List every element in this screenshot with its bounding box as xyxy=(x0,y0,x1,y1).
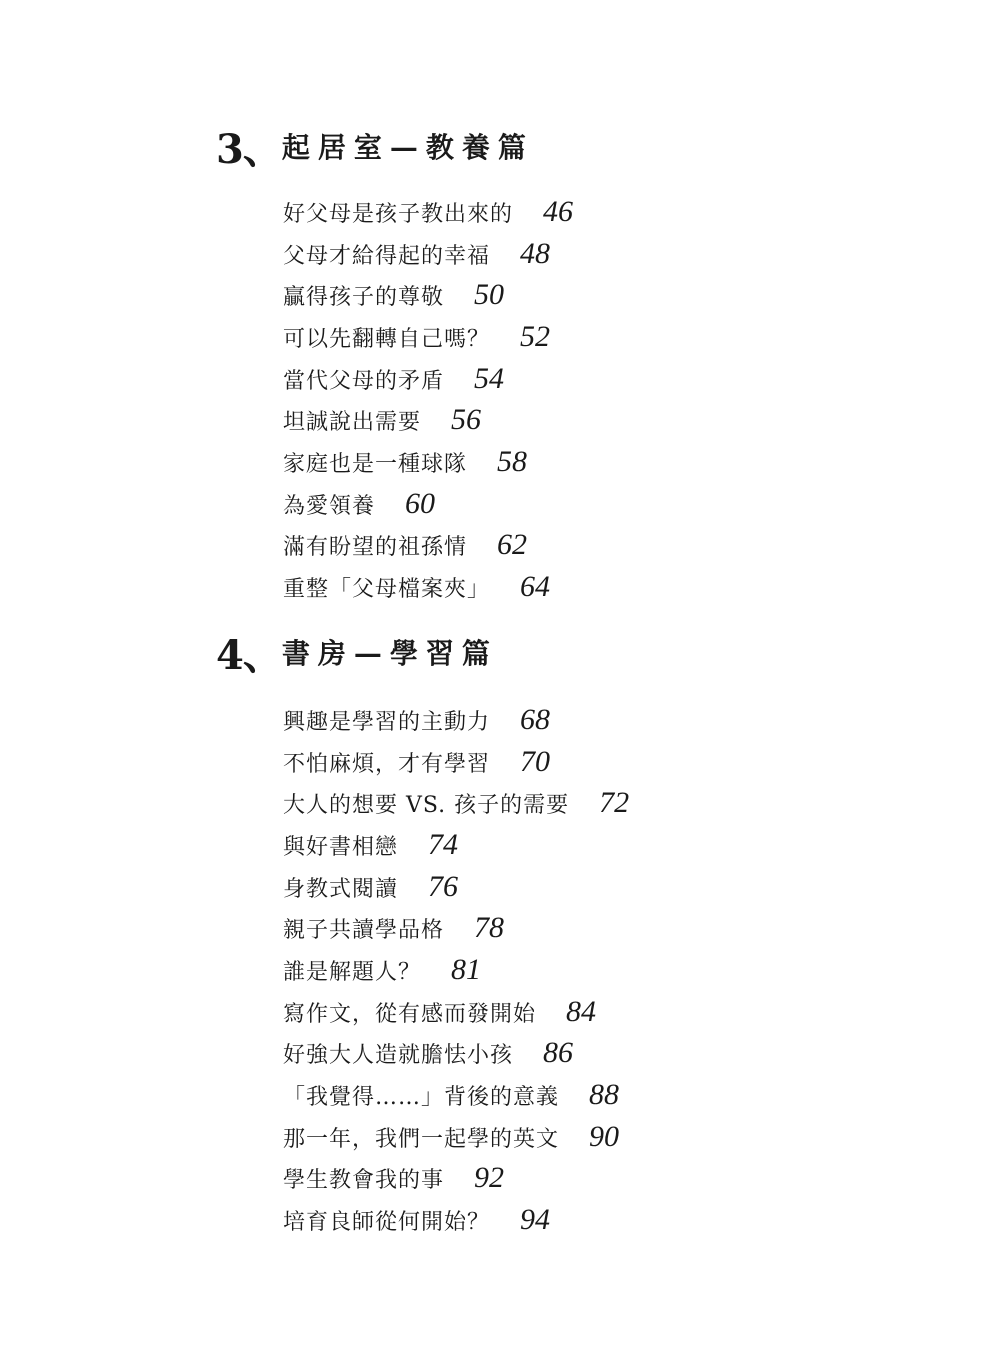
section-number: 4、 xyxy=(216,631,282,679)
toc-entry xyxy=(283,953,481,989)
entry-title: 「我覺得……」背後的意義 xyxy=(283,1085,560,1110)
toc-entry xyxy=(283,911,504,947)
entry-page-number: 84 xyxy=(566,995,597,1028)
entry-page-number: 64 xyxy=(520,570,551,603)
toc-entry xyxy=(283,237,550,273)
entry-title: 坦誠說出需要 xyxy=(283,410,422,435)
entry-page-number: 78 xyxy=(474,911,505,944)
toc-entry xyxy=(283,1036,573,1072)
entry-page-number: 92 xyxy=(474,1161,505,1194)
toc-entry xyxy=(283,786,629,822)
entry-page-number: 52 xyxy=(520,320,551,353)
toc-entry xyxy=(283,528,527,564)
entry-title: 大人的想要 VS. 孩子的需要 xyxy=(283,793,570,818)
toc-entry xyxy=(283,870,458,906)
entry-page-number: 94 xyxy=(520,1203,551,1236)
entry-page-number: 58 xyxy=(497,445,528,478)
section-title: 書房—學習篇 xyxy=(281,637,498,670)
entry-title: 親子共讀學品格 xyxy=(283,918,445,943)
entry-page-number: 81 xyxy=(451,953,482,986)
entry-title: 興趣是學習的主動力 xyxy=(283,710,491,735)
entry-page-number: 50 xyxy=(474,278,505,311)
entry-title: 誰是解題人？ xyxy=(283,960,422,985)
entry-title: 身教式閱讀 xyxy=(283,877,399,902)
toc-entry xyxy=(283,362,504,398)
entry-page-number: 68 xyxy=(520,703,551,736)
entry-page-number: 48 xyxy=(520,237,551,270)
toc-entry xyxy=(283,828,458,864)
section-number: 3、 xyxy=(216,125,282,173)
toc-entry xyxy=(283,487,435,523)
section-heading xyxy=(216,628,498,679)
toc-entry xyxy=(283,320,550,356)
entry-page-number: 62 xyxy=(497,528,528,561)
toc-entry xyxy=(283,195,573,231)
toc-entry xyxy=(283,703,550,739)
entry-title: 好父母是孩子教出來的 xyxy=(283,202,514,227)
entry-page-number: 46 xyxy=(543,195,574,228)
entry-title: 滿有盼望的祖孫情 xyxy=(283,535,468,560)
entry-title: 寫作文，從有感而發開始 xyxy=(283,1002,537,1027)
entry-page-number: 70 xyxy=(520,745,551,778)
toc-entry xyxy=(283,445,527,481)
toc-entry xyxy=(283,1203,550,1239)
entry-title: 學生教會我的事 xyxy=(283,1168,445,1193)
entry-title: 重整「父母檔案夾」 xyxy=(283,577,491,602)
entry-page-number: 72 xyxy=(599,786,630,819)
toc-entry xyxy=(283,745,550,781)
entry-page-number: 56 xyxy=(451,403,482,436)
entry-page-number: 90 xyxy=(589,1120,620,1153)
toc-entry xyxy=(283,995,596,1031)
entry-page-number: 74 xyxy=(428,828,459,861)
entry-title: 不怕麻煩，才有學習 xyxy=(283,752,491,777)
entry-title: 父母才給得起的幸福 xyxy=(283,244,491,269)
toc-entry xyxy=(283,278,504,314)
entry-title: 那一年，我們一起學的英文 xyxy=(283,1127,560,1152)
entry-title: 可以先翻轉自己嗎？ xyxy=(283,327,491,352)
section-title: 起居室—教養篇 xyxy=(281,131,534,164)
toc-entry xyxy=(283,1161,504,1197)
entry-title: 為愛領養 xyxy=(283,494,376,519)
entry-title: 好強大人造就膽怯小孩 xyxy=(283,1043,514,1068)
entry-page-number: 88 xyxy=(589,1078,620,1111)
entry-title: 當代父母的矛盾 xyxy=(283,369,445,394)
entry-title: 贏得孩子的尊敬 xyxy=(283,285,445,310)
entry-title: 培育良師從何開始？ xyxy=(283,1210,491,1235)
entry-page-number: 54 xyxy=(474,362,505,395)
toc-entry xyxy=(283,403,481,439)
entry-title: 與好書相戀 xyxy=(283,835,399,860)
entry-page-number: 86 xyxy=(543,1036,574,1069)
entry-page-number: 76 xyxy=(428,870,459,903)
entry-page-number: 60 xyxy=(405,487,436,520)
entry-title: 家庭也是一種球隊 xyxy=(283,452,468,477)
toc-entry xyxy=(283,1078,619,1114)
toc-entry xyxy=(283,570,550,606)
section-heading xyxy=(216,122,534,173)
toc-entry xyxy=(283,1120,619,1156)
